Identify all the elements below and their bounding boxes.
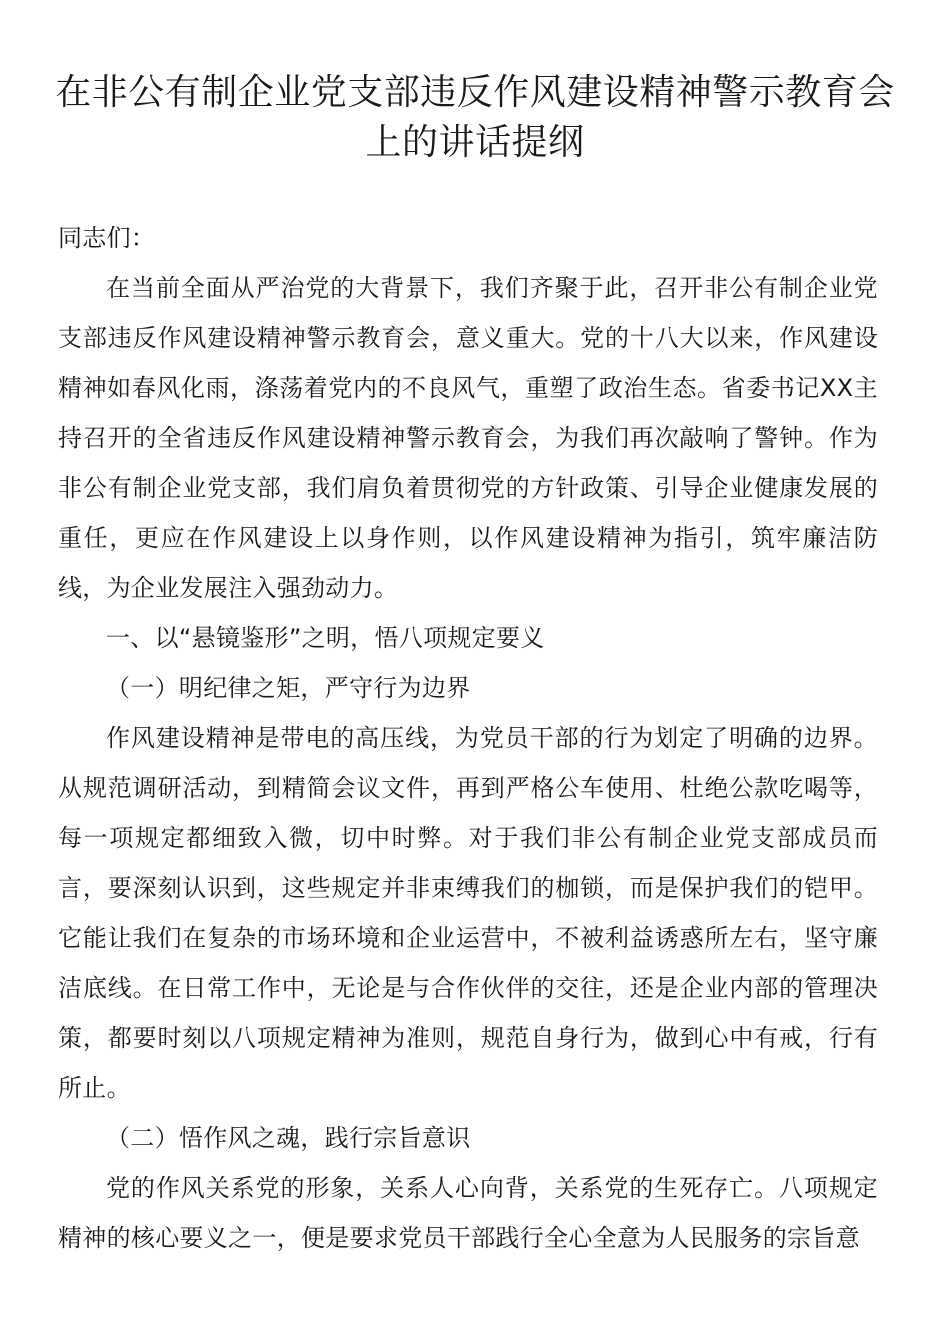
subsection-2-paragraph: 党的作风关系党的形象，关系人心向背，关系党的生死存亡。八项规定精神的核心要义之一，便是要求党员干部践行全心全意为人民服务的宗旨意: [58, 1174, 878, 1252]
section-1-heading: 一、以“悬镜鉴形”之明，悟八项规定要义: [106, 624, 545, 652]
subsection-1-paragraph: 作风建设精神是带电的高压线，为党员干部的行为划定了明确的边界。从规范调研活动，到精简会议文件，再到严格公车使用、杜绝公款吃喝等，每一项规定都细致入微，切中时弊。对于我们非公有制企业党支部成员而言，要深刻认识到，这些规定并非束缚我们的枷锁，而是保护我们的铠甲。它能让我们在复杂的市场环境和企业运营中，不被利益诱惑所左右，坚守廉洁底线。在日常工作中，无论是与合作伙伴的交往，还是企业内部的管理决策，都要时刻以八项规定精神为准则，规范自身行为，做到心中有戒，行有所止。: [58, 724, 878, 1102]
document-body: [58, 213, 878, 1263]
intro-paragraph: 在当前全面从严治党的大背景下，我们齐聚于此，召开非公有制企业党支部违反作风建设精神警示教育会，意义重大。党的十八大以来，作风建设精神如春风化雨，涤荡着党内的不良风气，重塑了政治生态。省委书记XX主持召开的全省违反作风建设精神警示教育会，为我们再次敲响了警钟。作为非公有制企业党支部，我们肩负着贯彻党的方针政策、引导企业健康发展的重任，更应在作风建设上以身作则，以作风建设精神为指引，筑牢廉洁防线，为企业发展注入强劲动力。: [58, 274, 878, 602]
document-title: 在非公有制企业党支部违反作风建设精神警示教育会上的讲话提纲: [55, 72, 895, 163]
subsection-1-heading: （一）明纪律之矩，严守行为边界: [106, 674, 471, 702]
subsection-2-heading: （二）悟作风之魂，践行宗旨意识: [106, 1124, 471, 1152]
salutation: 同志们：: [58, 224, 156, 252]
